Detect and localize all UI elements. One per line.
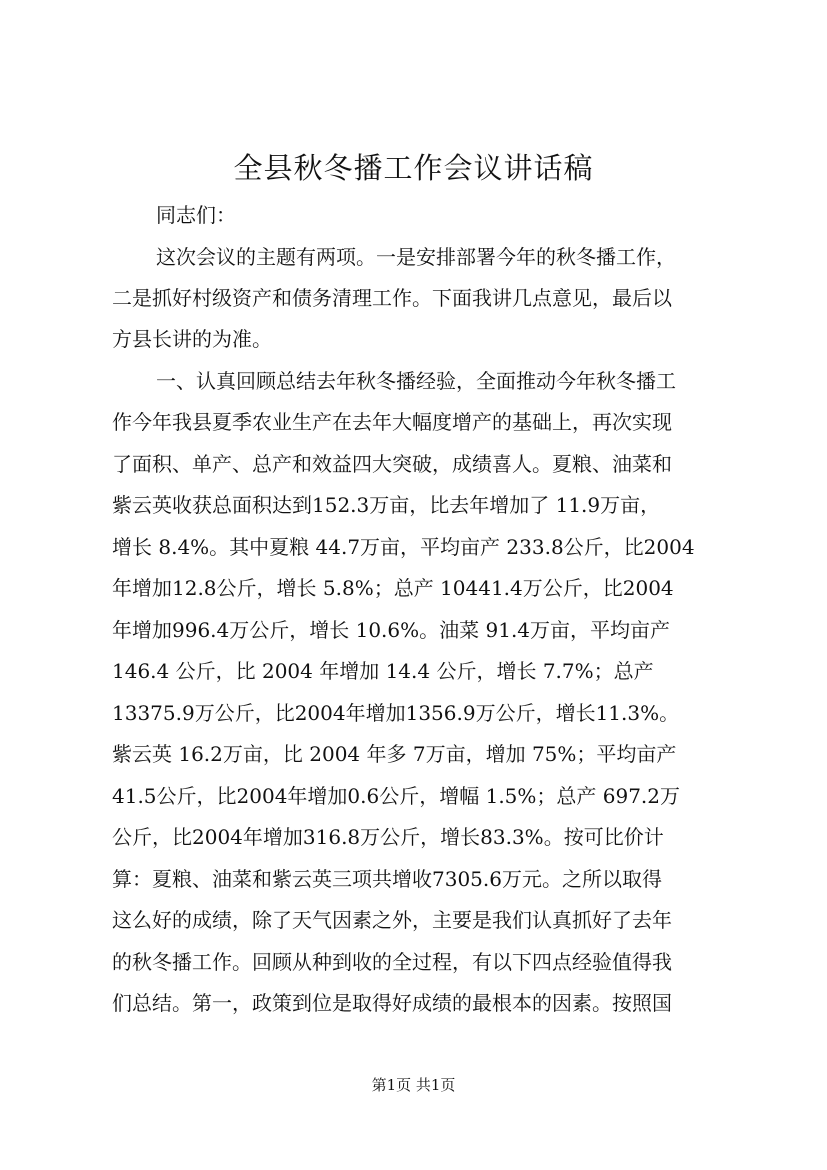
body-line: 的秋冬播工作。回顾从种到收的全过程，有以下四点经验值得我 (112, 950, 672, 974)
body-line: 41.5公斤，比2004年增加0.6公斤，增幅 1.5%；总产 697.2万 (112, 784, 681, 808)
body-line: 了面积、单产、总产和效益四大突破，成绩喜人。夏粮、油菜和 (112, 452, 672, 476)
body-line: 公斤，比2004年增加316.8万公斤，增长83.3%。按可比价计 (112, 825, 664, 849)
document-title: 全县秋冬播工作会议讲话稿 (233, 151, 594, 185)
section-heading-line: 一、认真回顾总结去年秋冬播经验，全面推动今年秋冬播工 (156, 369, 676, 393)
body-line: 们总结。第一，政策到位是取得好成绩的最根本的因素。按照国 (112, 991, 672, 1015)
body-line: 年增加996.4万公斤，增长 10.6%。油菜 91.4万亩，平均亩产 (112, 618, 671, 642)
body-line: 这次会议的主题有两项。一是安排部署今年的秋冬播工作， (156, 245, 676, 269)
body-line: 146.4 公斤，比 2004 年增加 14.4 公斤，增长 7.7%；总产 (112, 659, 654, 683)
body-line: 13375.9万公斤，比2004年增加1356.9万公斤，增长11.3%。 (112, 701, 680, 725)
body-line: 增长 8.4%。其中夏粮 44.7万亩，平均亩产 233.8公斤，比2004 (112, 535, 695, 559)
body-line: 二是抓好村级资产和债务清理工作。下面我讲几点意见，最后以 (112, 286, 672, 310)
salutation: 同志们： (156, 203, 236, 227)
body-line: 这么好的成绩，除了天气因素之外，主要是我们认真抓好了去年 (112, 908, 672, 932)
body-line: 紫云英收获总面积达到152.3万亩，比去年增加了 11.9万亩， (112, 493, 661, 517)
body-line: 作今年我县夏季农业生产在去年大幅度增产的基础上，再次实现 (112, 410, 672, 434)
page-footer: 第1页 共1页 (371, 1076, 456, 1094)
body-line: 紫云英 16.2万亩，比 2004 年多 7万亩，增加 75%；平均亩产 (112, 742, 677, 766)
body-line: 算：夏粮、油菜和紫云英三项共增收7305.6万元。之所以取得 (112, 867, 662, 891)
body-line: 年增加12.8公斤，增长 5.8%；总产 10441.4万公斤，比2004 (112, 576, 674, 600)
body-line: 方县长讲的为准。 (112, 327, 272, 351)
